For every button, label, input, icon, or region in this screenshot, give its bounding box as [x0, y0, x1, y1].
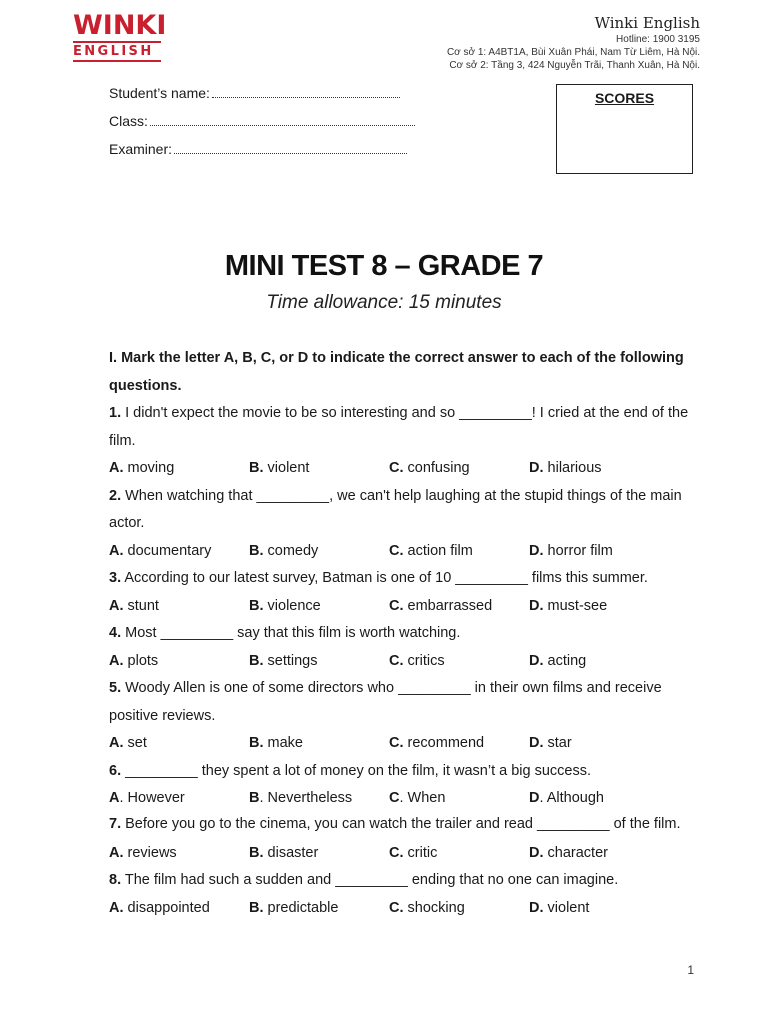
- option-text: character: [543, 844, 608, 861]
- option-letter: D: [529, 790, 540, 806]
- student-name-field[interactable]: [212, 85, 400, 98]
- option-letter: D.: [529, 844, 544, 861]
- answer-option[interactable]: [389, 730, 529, 758]
- option-text: star: [543, 735, 572, 751]
- company-address-2: Cơ sở 2: Tầng 3, 424 Nguyễn Trãi, Thanh Xuân, Hà Nội.: [449, 60, 700, 71]
- question-text: According to our latest survey, Batman is one of 10 _________ films this summer.: [121, 570, 648, 586]
- option-text: critic: [403, 844, 438, 861]
- student-name-label: Student’s name:: [109, 85, 210, 101]
- question-text: Woody Allen is one of some directors who _________ in their own films and receive positive reviews.: [109, 680, 662, 724]
- option-text: stunt: [123, 597, 159, 614]
- class-row: [109, 111, 415, 139]
- answer-option[interactable]: [109, 455, 249, 483]
- options-row: [109, 455, 699, 483]
- question-4: [109, 620, 699, 648]
- class-field[interactable]: [150, 113, 415, 126]
- options-row: [109, 538, 699, 566]
- options-row: [109, 785, 699, 813]
- examiner-label: Examiner:: [109, 141, 173, 157]
- answer-option[interactable]: [389, 593, 529, 621]
- question-section: [109, 345, 699, 922]
- answer-option[interactable]: [249, 730, 389, 758]
- option-text: comedy: [263, 542, 319, 559]
- section-instruction: I. Mark the letter A, B, C, or D to indicate the correct answer to each of the following questions.: [109, 350, 684, 394]
- options-row: [109, 895, 699, 923]
- question-6: [109, 758, 699, 786]
- answer-option[interactable]: [249, 785, 389, 813]
- answer-option[interactable]: [529, 593, 669, 621]
- answer-option[interactable]: [389, 895, 529, 923]
- question-number: 5.: [109, 680, 122, 696]
- question-number: 6.: [109, 762, 122, 779]
- question-text: Most _________ say that this film is worth watching.: [121, 625, 461, 641]
- option-text: recommend: [403, 735, 485, 751]
- options-row: [109, 840, 699, 868]
- option-letter: A: [109, 790, 120, 806]
- answer-option[interactable]: [109, 648, 249, 676]
- option-letter: D.: [529, 899, 544, 916]
- question-text: Before you go to the cinema, you can watch the trailer and read _________ of the film.: [121, 815, 681, 832]
- option-letter: B.: [249, 899, 264, 916]
- answer-option[interactable]: [109, 593, 249, 621]
- option-text: make: [263, 735, 303, 751]
- option-letter: A.: [109, 597, 124, 614]
- question-number: 3.: [109, 570, 122, 586]
- answer-option[interactable]: [249, 455, 389, 483]
- question-7: [109, 813, 699, 835]
- option-letter: C: [389, 790, 400, 806]
- page-number: 1: [687, 963, 694, 977]
- answer-option[interactable]: [529, 785, 669, 813]
- option-text: disappointed: [123, 899, 210, 916]
- option-letter: C.: [389, 460, 404, 476]
- option-text: critics: [403, 652, 445, 669]
- options-row: [109, 730, 699, 758]
- answer-option[interactable]: [389, 648, 529, 676]
- option-text: . However: [119, 790, 185, 806]
- option-text: . Although: [539, 790, 604, 806]
- logo-top-text: WINKI: [73, 10, 167, 41]
- option-letter: D.: [529, 652, 544, 669]
- answer-option[interactable]: [249, 593, 389, 621]
- answer-option[interactable]: [249, 840, 389, 868]
- option-text: acting: [543, 652, 587, 669]
- answer-option[interactable]: [109, 730, 249, 758]
- winki-logo: [73, 10, 167, 62]
- question-text: _________ they spent a lot of money on the film, it wasn’t a big success.: [121, 762, 592, 779]
- question-2: [109, 483, 699, 538]
- option-text: embarrassed: [403, 597, 493, 614]
- option-letter: A.: [109, 844, 124, 861]
- question-text: I didn't expect the movie to be so interesting and so _________! I cried at the end of the film.: [109, 405, 689, 449]
- option-letter: A.: [109, 735, 124, 751]
- option-text: horror film: [543, 542, 613, 559]
- option-letter: C.: [389, 735, 404, 751]
- option-letter: B.: [249, 652, 264, 669]
- option-text: violent: [263, 460, 310, 476]
- logo-bottom-text: ENGLISH: [73, 44, 154, 59]
- answer-option[interactable]: [529, 455, 669, 483]
- examiner-field[interactable]: [174, 141, 407, 154]
- option-text: shocking: [403, 899, 465, 916]
- answer-option[interactable]: [249, 538, 389, 566]
- answer-option[interactable]: [389, 840, 529, 868]
- option-letter: A.: [109, 542, 124, 559]
- company-hotline: Hotline: 1900 3195: [616, 34, 700, 45]
- answer-option[interactable]: [389, 538, 529, 566]
- company-address-1: Cơ sở 1: A4BT1A, Bùi Xuân Phái, Nam Từ Liêm, Hà Nội.: [446, 47, 700, 58]
- answer-option[interactable]: [529, 840, 669, 868]
- answer-option[interactable]: [529, 538, 669, 566]
- examiner-row: [109, 139, 415, 167]
- option-letter: D.: [529, 597, 544, 614]
- option-text: predictable: [263, 899, 339, 916]
- question-text: The film had such a sudden and _________ ending that no one can imagine.: [121, 872, 619, 888]
- option-letter: B.: [249, 460, 264, 476]
- question-number: 4.: [109, 625, 122, 641]
- company-header: [380, 13, 700, 72]
- option-text: set: [123, 735, 147, 751]
- answer-option[interactable]: [529, 730, 669, 758]
- option-text: settings: [263, 652, 318, 669]
- answer-option[interactable]: [249, 895, 389, 923]
- option-letter: B.: [249, 735, 264, 751]
- question-3: [109, 565, 699, 593]
- test-title: MINI TEST 8 – GRADE 7: [224, 250, 544, 282]
- logo-underline: [73, 60, 161, 62]
- option-text: plots: [123, 652, 159, 669]
- question-8: [109, 867, 699, 895]
- class-label: Class:: [109, 113, 148, 129]
- answer-option[interactable]: [389, 455, 529, 483]
- option-text: confusing: [403, 460, 470, 476]
- option-text: disaster: [263, 844, 319, 861]
- student-info: [109, 83, 415, 167]
- scores-box: [556, 84, 693, 174]
- question-text: When watching that _________, we can't help laughing at the stupid things of the main actor.: [109, 487, 682, 531]
- question-number: 1.: [109, 405, 122, 421]
- option-letter: D.: [529, 735, 544, 751]
- option-text: action film: [403, 542, 473, 559]
- option-text: moving: [123, 460, 175, 476]
- time-allowance: Time allowance: 15 minutes: [266, 292, 502, 313]
- answer-option[interactable]: [529, 895, 669, 923]
- student-name-row: [109, 83, 415, 111]
- option-letter: B.: [249, 542, 264, 559]
- question-5: [109, 675, 699, 730]
- answer-option[interactable]: [109, 785, 249, 813]
- option-letter: C.: [389, 542, 404, 559]
- answer-option[interactable]: [389, 785, 529, 813]
- option-letter: D.: [529, 460, 544, 476]
- question-number: 7.: [109, 815, 122, 832]
- option-letter: C.: [389, 597, 404, 614]
- option-letter: A.: [109, 899, 124, 916]
- option-letter: B.: [249, 844, 264, 861]
- question-list: [109, 400, 699, 922]
- options-row: [109, 648, 699, 676]
- option-letter: B.: [249, 597, 264, 614]
- option-text: . Nevertheless: [259, 790, 353, 806]
- question-number: 8.: [109, 872, 122, 888]
- option-text: hilarious: [543, 460, 602, 476]
- option-letter: C.: [389, 652, 404, 669]
- option-letter: A.: [109, 652, 124, 669]
- answer-option[interactable]: [109, 895, 249, 923]
- option-text: . When: [399, 790, 446, 806]
- option-letter: B: [249, 790, 260, 806]
- option-letter: C.: [389, 899, 404, 916]
- option-text: reviews: [123, 844, 177, 861]
- option-letter: D.: [529, 542, 544, 559]
- answer-option[interactable]: [109, 840, 249, 868]
- scores-label: SCORES: [594, 90, 655, 106]
- question-1: [109, 400, 699, 455]
- option-text: violent: [543, 899, 590, 916]
- question-number: 2.: [109, 487, 122, 504]
- option-letter: C.: [389, 844, 404, 861]
- company-name: Winki English: [594, 14, 700, 32]
- option-text: violence: [263, 597, 321, 614]
- logo-divider: [73, 41, 161, 43]
- options-row: [109, 593, 699, 621]
- option-text: must-see: [543, 597, 608, 614]
- option-letter: A.: [109, 460, 124, 476]
- answer-option[interactable]: [529, 648, 669, 676]
- answer-option[interactable]: [109, 538, 249, 566]
- answer-option[interactable]: [249, 648, 389, 676]
- option-text: documentary: [123, 542, 212, 559]
